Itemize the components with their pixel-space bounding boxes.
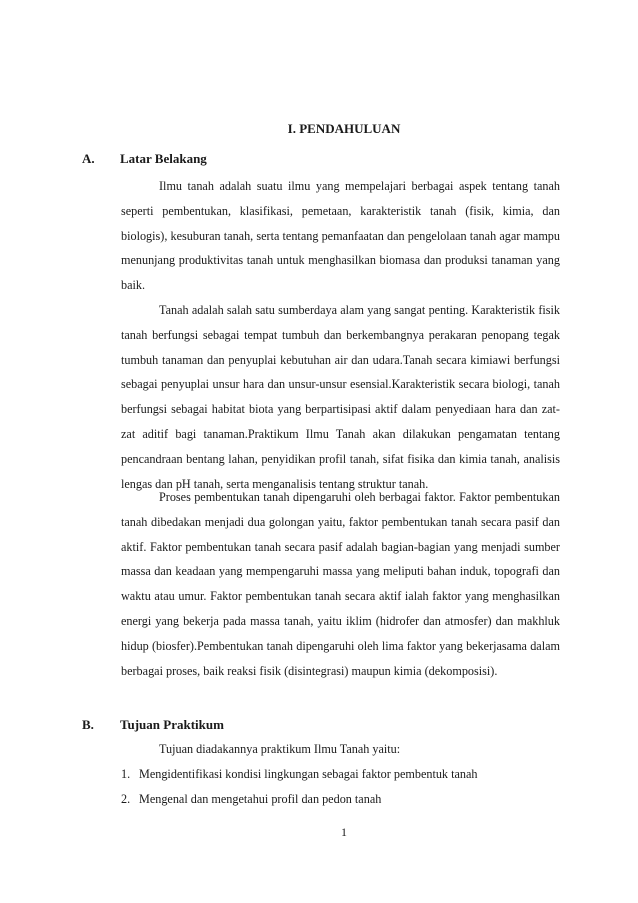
paragraph-tujuan-intro: Tujuan diadakannya praktikum Ilmu Tanah yaitu: xyxy=(159,742,401,756)
paragraph-ilmu-tanah: Ilmu tanah adalah suatu ilmu yang mempelajari berbagai aspek tentang tanah seperti pembentukan, klasifikasi, pemetaan, karakteristik tanah (fisik, kimia, dan biologis), kesuburan tanah, serta tentang pemanfaatan dan pengelolaan tanah agar mampu menunjang produktivitas tanah untuk menghasilkan biomasa dan produksi tanaman yang baik. xyxy=(121,179,560,293)
list-item xyxy=(121,762,560,787)
section-b-title: Tujuan Praktikum xyxy=(120,717,224,732)
section-a-heading xyxy=(82,151,207,167)
chapter-title: I. PENDAHULUAN xyxy=(287,121,401,136)
list-item-text: Mengenal dan mengetahui profil dan pedon tanah xyxy=(139,791,382,806)
page-number: 1 xyxy=(341,825,347,839)
paragraph-proses-pembentukan: Proses pembentukan tanah dipengaruhi oleh berbagai faktor. Faktor pembentukan tanah dibedakan menjadi dua golongan yaitu, faktor pembentukan tanah secara pasif dan aktif. Faktor pembentukan tanah secara pasif adalah bagian-bagian yang menjadi sumber massa dan keadaan yang mempengaruhi massa yang meliputi bahan induk, topografi dan waktu atau umur. Faktor pembentukan tanah secara aktif ialah faktor yang menghasilkan energi yang bekerja pada massa tanah, yaitu iklim (hidrofer dan atmosfer) dan makhluk hidup (biosfer).Pembentukan tanah dipengaruhi oleh lima faktor yang bekerjasama dalam berbagai proses, baik reaksi fisik (disintegrasi) maupun kimia (dekomposisi). xyxy=(121,490,560,678)
section-b-heading xyxy=(82,717,224,733)
section-a-title: Latar Belakang xyxy=(120,151,207,166)
tujuan-list xyxy=(121,762,560,812)
list-item-text: Mengidentifikasi kondisi lingkungan sebagai faktor pembentuk tanah xyxy=(139,767,478,781)
list-item xyxy=(121,787,560,812)
section-b-letter: B. xyxy=(82,717,94,732)
list-item-number: 2. xyxy=(121,791,131,806)
paragraph-tanah-sumberdaya: Tanah adalah salah satu sumberdaya alam yang sangat penting. Karakteristik fisik tanah berfungsi sebagai tempat tumbuh dan berkembangnya perakaran penopang tegak tumbuh tanaman dan penyuplai kebutuhan air dan udara.Tanah secara kimiawi berfungsi sebagai penyuplai unsur hara dan unsur-unsur esensial.Karakteristik secara biologi, tanah berfungsi sebagai habitat biota yang berpartisipasi aktif dalam penyediaan hara dan zat-zat aditif bagi tanaman.Praktikum Ilmu Tanah akan dilakukan pengamatan tentang pencandraan bentang lahan, penyidikan profil tanah, sifat fisika dan kimia tanah, analisis lengas dan pH tanah, serta menganalisis tentang struktur tanah. xyxy=(121,303,560,491)
section-a-letter: A. xyxy=(82,151,95,166)
list-item-number: 1. xyxy=(121,767,131,781)
